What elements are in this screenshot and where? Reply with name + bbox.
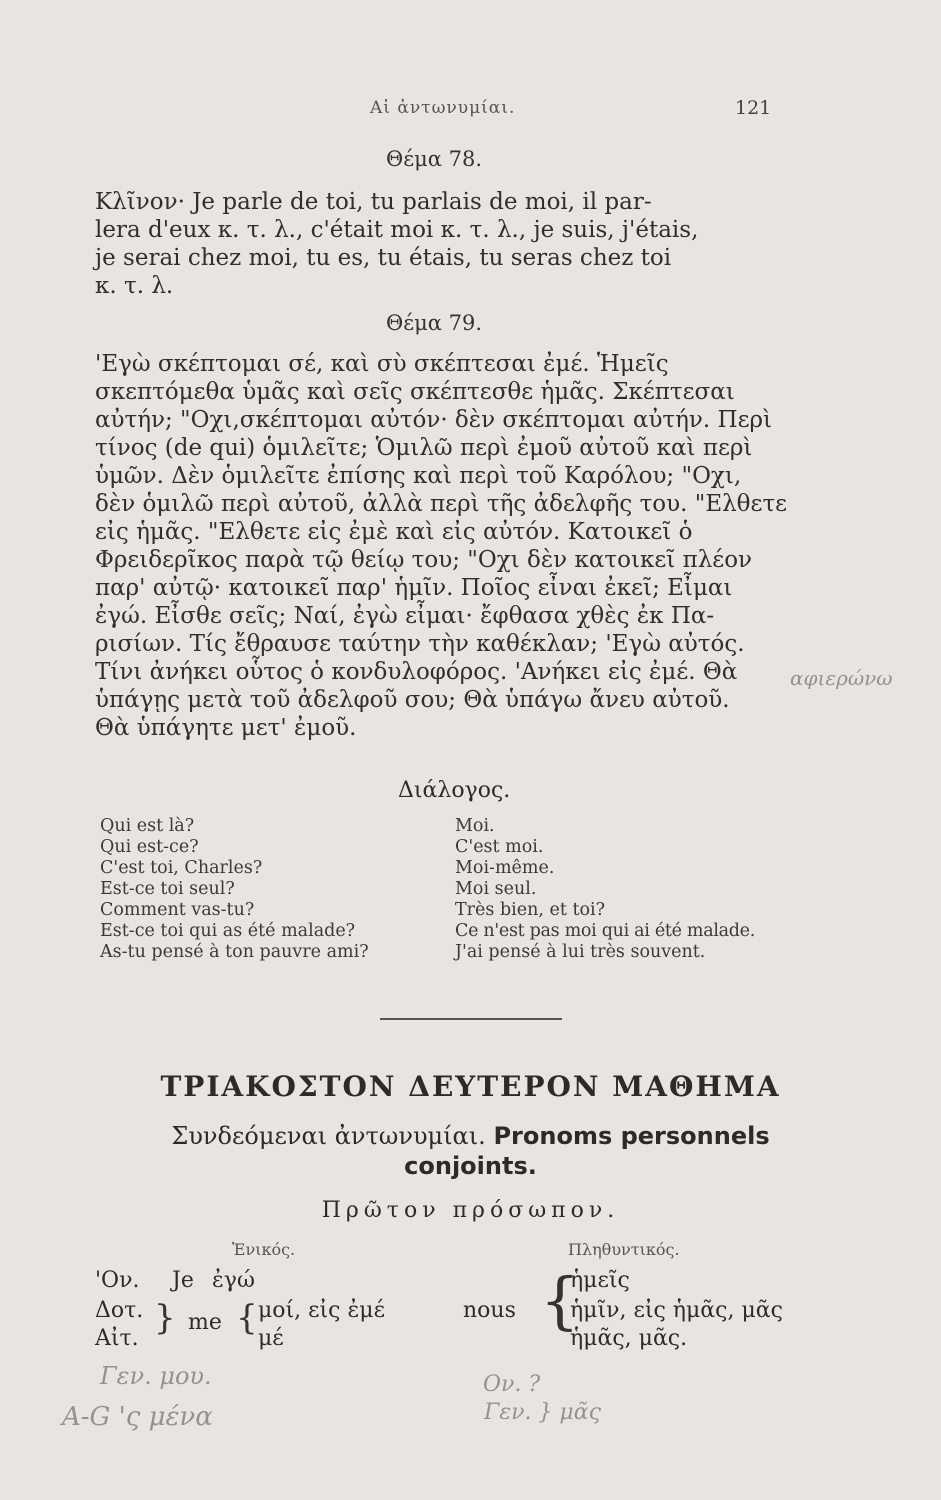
case-label: Αἰτ. xyxy=(95,1326,139,1351)
dialogue-answer: Moi. xyxy=(455,816,495,836)
theme-79-line: Τίνι ἀνήκει οὗτος ὁ κονδυλοφόρος. 'Ανήκει εἰς ἐμέ. Θὰ xyxy=(95,659,738,685)
singular-greek: μέ xyxy=(258,1326,284,1351)
dialogue-answer: Moi seul. xyxy=(455,879,537,899)
handwritten-margin-note: αφιερώνω xyxy=(790,666,893,690)
theme-78-line: je serai chez moi, tu es, tu étais, tu seras chez toi xyxy=(95,245,672,271)
plural-greek: ἡμεῖς xyxy=(570,1268,630,1293)
dialogue-answer: Ce n'est pas moi qui ai été malade. xyxy=(455,921,756,941)
theme-79-line: αὐτήν; "Οχι,σκέπτομαι αὐτόν· δὲν σκέπτομαι αὐτήν. Περὶ xyxy=(95,407,773,433)
lesson-subtitle xyxy=(0,1122,941,1150)
plural-greek: ἡμᾶς, μᾶς. xyxy=(570,1326,688,1351)
plural-greek: ἡμῖν, εἰς ἡμᾶς, μᾶς xyxy=(570,1298,783,1323)
case-label: Δοτ. xyxy=(95,1298,144,1323)
dialogue-question: C'est toi, Charles? xyxy=(100,858,263,878)
singular-greek: μοί, εἰς ἐμέ xyxy=(258,1298,385,1323)
case-label: 'Ον. xyxy=(95,1268,140,1293)
lesson-subtitle-cont xyxy=(0,1152,941,1180)
theme-78-line: Κλῖνον· Je parle de toi, tu parlais de moi, il par- xyxy=(95,189,652,215)
handwritten-bottom-left: A-G 'ς μένα xyxy=(62,1402,213,1432)
brace-open-right: { xyxy=(236,1298,258,1338)
dialogue-question: As-tu pensé à ton pauvre ami? xyxy=(100,942,369,962)
singular-greek: ἐγώ xyxy=(212,1268,255,1293)
subtitle-greek: Συνδεόμεναι ἀντωνυμίαι. xyxy=(171,1122,486,1150)
handwritten-gen-singular: Γεν. μου. xyxy=(100,1362,212,1390)
dialogue-question: Est-ce toi qui as été malade? xyxy=(100,921,356,941)
dialogue-question: Qui est là? xyxy=(100,816,195,836)
subtitle-french: Pronoms personnels xyxy=(493,1122,770,1150)
singular-french: Je xyxy=(172,1268,194,1293)
dialogue-answer: C'est moi. xyxy=(455,837,544,857)
dialogue-answer: J'ai pensé à lui très souvent. xyxy=(455,942,706,962)
dialogue-answer: Très bien, et toi? xyxy=(455,900,605,920)
handwritten-gen-plural: Γεν. } μᾶς xyxy=(484,1400,601,1425)
handwritten-on-plural: Ον. ? xyxy=(483,1372,541,1397)
dialogue-title: Διάλογος. xyxy=(398,778,511,803)
theme-79-line: Φρειδερῖκος παρὰ τῷ θείῳ του; "Οχι δὲν κατοικεῖ πλέον xyxy=(95,547,753,573)
brace-plural: { xyxy=(540,1264,580,1337)
running-head: Αἱ ἀντωνυμίαι. xyxy=(370,98,516,118)
theme-79-line: παρ' αὐτῷ· κατοικεῖ παρ' ἡμῖν. Ποῖος εἶναι ἐκεῖ; Εἶμαι xyxy=(95,575,733,601)
theme-78-title: Θέμα 78. xyxy=(386,147,482,171)
theme-78-line: κ. τ. λ. xyxy=(95,273,174,299)
theme-78-line: lera d'eux κ. τ. λ., c'était moi κ. τ. λ., je suis, j'étais, xyxy=(95,217,699,243)
lesson-title: ΤΡΙΑΚΟΣΤΟΝ ΔΕΥΤΕΡΟΝ ΜΑΘΗΜΑ xyxy=(160,1070,781,1103)
section-title: Πρῶτον πρόσωπον. xyxy=(321,1198,620,1223)
dialogue-question: Qui est-ce? xyxy=(100,837,199,857)
theme-79-line: ρισίων. Τίς ἔθραυσε ταύτην τὴν καθέκλαν; 'Εγὼ αὐτός. xyxy=(95,631,745,657)
theme-79-line: τίνος (de qui) ὁμιλεῖτε; Ὁμιλῶ περὶ ἐμοῦ αὐτοῦ καὶ περὶ xyxy=(95,435,753,461)
section-divider xyxy=(380,1018,562,1020)
plural-pronoun: nous xyxy=(463,1298,516,1323)
singular-heading: Ἑνικός. xyxy=(232,1240,296,1259)
theme-79-line: Θὰ ὑπάγητε μετ' ἐμοῦ. xyxy=(95,715,357,741)
brace-open-left: } xyxy=(154,1298,176,1338)
theme-79-line: ὑπάγῃς μετὰ τοῦ ἀδελφοῦ σου; Θὰ ὑπάγω ἄνευ αὐτοῦ. xyxy=(95,687,730,713)
theme-79-line: εἰς ἡμᾶς. "Ελθετε εἰς ἐμὲ καὶ εἰς αὐτόν. Κατοικεῖ ὁ xyxy=(95,519,693,545)
subtitle-french-cont: conjoints. xyxy=(404,1152,537,1180)
theme-79-line: ὑμῶν. Δὲν ὁμιλεῖτε ἐπίσης καὶ περὶ τοῦ Καρόλου; "Οχι, xyxy=(95,463,742,489)
singular-pronoun: me xyxy=(188,1310,222,1335)
theme-79-line: σκεπτόμεθα ὑμᾶς καὶ σεῖς σκέπτεσθε ἡμᾶς. Σκέπτεσαι xyxy=(95,379,735,405)
page-number: 121 xyxy=(735,97,772,119)
theme-79-line: 'Εγὼ σκέπτομαι σέ, καὶ σὺ σκέπτεσαι ἐμέ. Ἡμεῖς xyxy=(95,351,669,377)
dialogue-question: Est-ce toi seul? xyxy=(100,879,235,899)
plural-heading: Πληθυντικός. xyxy=(568,1240,680,1259)
theme-79-title: Θέμα 79. xyxy=(386,311,482,335)
theme-79-line: ἐγώ. Εἶσθε σεῖς; Ναί, ἐγὼ εἶμαι· ἔφθασα χθὲς ἐκ Πα- xyxy=(95,603,715,629)
dialogue-answer: Moi-même. xyxy=(455,858,555,878)
theme-79-line: δὲν ὁμιλῶ περὶ αὐτοῦ, ἀλλὰ περὶ τῆς ἀδελφῆς του. "Ελθετε xyxy=(95,491,788,517)
dialogue-question: Comment vas-tu? xyxy=(100,900,255,920)
